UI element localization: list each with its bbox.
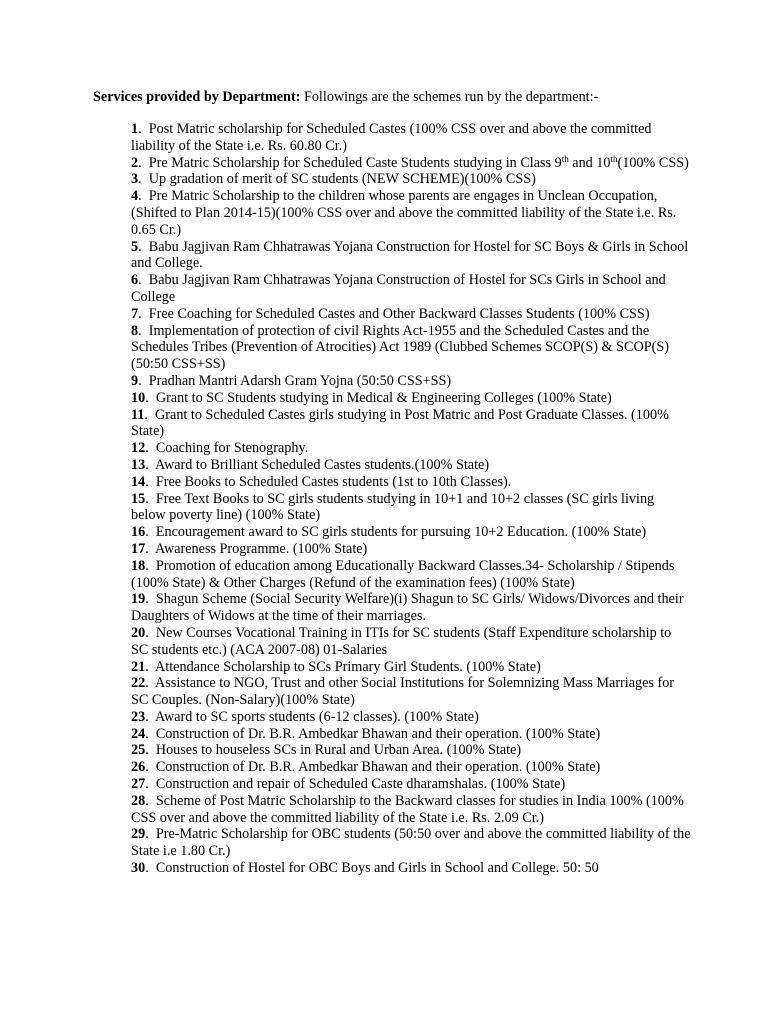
list-item: 26. Construction of Dr. B.R. Ambedkar Bhawan and their operation. (100% State) <box>131 759 601 776</box>
list-item: 19. Shagun Scheme (Social Security Welfare)(i) Shagun to SC Girls/ Widows/Divorces and their Daughters of Widows at the time of their marriages. <box>131 591 684 625</box>
superscript: th <box>610 153 618 164</box>
item-number: 7 <box>131 305 139 322</box>
item-number: 27 <box>131 776 146 793</box>
item-text: Babu Jagjivan Ram Chhatrawas Yojana Construction of Hostel for SCs Girls in School and College <box>131 272 666 305</box>
item-number: 29 <box>131 826 146 843</box>
item-text: (100% CSS) <box>617 154 689 171</box>
item-number: 12 <box>131 440 146 457</box>
item-text: Awareness Programme. (100% State) <box>155 540 368 557</box>
item-number: 2 <box>131 154 139 171</box>
item-text: Shagun Scheme (Social Security Welfare)(i) Shagun to SC Girls/ Widows/Divorces and their Daughters of Widows at the time of their marriages. <box>131 591 684 625</box>
item-text: Construction of Dr. B.R. Ambedkar Bhawan and their operation. (100% State) <box>155 759 601 776</box>
list-item: 24. Construction of Dr. B.R. Ambedkar Bhawan and their operation. (100% State) <box>131 725 601 742</box>
list-item: 15. Free Text Books to SC girls students studying in 10+1 and 10+2 classes (SC girls living below poverty line) (100% State) <box>131 490 655 524</box>
item-text: Pradhan Mantri Adarsh Gram Yojna (50:50 CSS+SS) <box>148 372 452 389</box>
item-text: Construction of Hostel for OBC Boys and Girls in School and College. 50: 50 <box>155 860 599 877</box>
list-item: 11. Grant to Scheduled Castes girls studying in Post Matric and Post Graduate Classes. (100% State) <box>131 406 669 440</box>
item-text: Grant to SC Students studying in Medical & Engineering Colleges (100% State) <box>155 389 612 406</box>
item-number: 1 <box>131 121 139 137</box>
item-text: Up gradation of merit of SC students (NEW SCHEME)(100% CSS) <box>148 171 536 188</box>
item-text: Award to Brilliant Scheduled Castes students.(100% State) <box>155 456 490 473</box>
heading-text: Followings are the schemes run by the department:- <box>300 89 599 105</box>
list-item: 13. Award to Brilliant Scheduled Castes students.(100% State) <box>131 456 490 473</box>
list-item: 8. Implementation of protection of civil Rights Act-1955 and the Scheduled Castes and the Schedules Tribes (Prevention of Atrocities) Act 1989 (Clubbed Schemes SCOP(S) & SCOP(S)(50:50 CSS+SS) <box>131 322 669 373</box>
item-text: Free Coaching for Scheduled Castes and Other Backward Classes Students (100% CSS) <box>148 305 650 322</box>
list-item: 9. Pradhan Mantri Adarsh Gram Yojna (50:50 CSS+SS) <box>131 372 452 389</box>
item-number: 30 <box>131 860 146 877</box>
item-number: 14 <box>131 473 146 490</box>
item-number: 20 <box>131 624 146 641</box>
item-number: 28 <box>131 792 146 809</box>
list-item: 16. Encouragement award to SC girls students for pursuing 10+2 Education. (100% State) <box>131 524 647 541</box>
list-item: 14. Free Books to Scheduled Castes students (1st to 10th Classes). <box>131 473 512 490</box>
item-text: Houses to houseless SCs in Rural and Urban Area. (100% State) <box>155 742 522 759</box>
item-text: Coaching for Stenography. <box>155 440 309 457</box>
item-text: Free Text Books to SC girls students studying in 10+1 and 10+2 classes (SC girls living below poverty line) (100% State) <box>131 490 655 524</box>
list-item: 10. Grant to SC Students studying in Medical & Engineering Colleges (100% State) <box>131 389 612 406</box>
item-number: 23 <box>131 708 146 725</box>
list-item: 27. Construction and repair of Scheduled Caste dharamshalas. (100% State) <box>131 776 566 793</box>
item-number: 13 <box>131 456 146 473</box>
item-text: Attendance Scholarship to SCs Primary Girl Students. (100% State) <box>155 658 541 675</box>
list-item: 28. Scheme of Post Matric Scholarship to the Backward classes for studies in India 100% (100% CSS over and above the committed liability of the State i.e. Rs. 2.09 Cr.) <box>131 792 684 826</box>
item-number: 3 <box>131 171 139 188</box>
list-item: 30. Construction of Hostel for OBC Boys and Girls in School and College. 50: 50 <box>131 860 599 877</box>
list-item: 6. Babu Jagjivan Ram Chhatrawas Yojana Construction of Hostel for SCs Girls in School and College <box>131 272 666 305</box>
item-number: 15 <box>131 490 146 507</box>
item-number: 26 <box>131 759 146 776</box>
item-text: and 10 <box>568 154 611 171</box>
item-text: Construction and repair of Scheduled Caste dharamshalas. (100% State) <box>155 776 566 793</box>
item-number: 9 <box>131 372 139 389</box>
list-item: 23. Award to SC sports students (6-12 classes). (100% State) <box>131 708 479 725</box>
item-text: Pre Matric Scholarship to the children whose parents are engages in Unclean Occupation, (Shifted to Plan 2014-15)(100% CSS over and above the committed liability of the State i.e. Rs. 0.65 Cr.) <box>131 188 677 238</box>
item-text: Promotion of education among Educationally Backward Classes.34- Scholarship / Stipends (100% State) & Other Charges (Refund of the examination fees) (100% State) <box>131 557 675 591</box>
item-number: 6 <box>131 272 139 289</box>
list-item: 21. Attendance Scholarship to SCs Primary Girl Students. (100% State) <box>131 658 541 675</box>
list-item: 18. Promotion of education among Educationally Backward Classes.34- Scholarship / Stipends (100% State) & Other Charges (Refund of the examination fees) (100% State) <box>131 557 675 591</box>
item-number: 4 <box>131 188 139 205</box>
item-text: Pre Matric Scholarship for Scheduled Caste Students studying in Class 9 <box>148 154 562 171</box>
item-number: 21 <box>131 658 146 675</box>
scheme-list <box>131 121 691 877</box>
list-item: 2. Pre Matric Scholarship for Scheduled Caste Students studying in Class 9th and 10th(100% CSS) <box>131 153 689 171</box>
list-item: 25. Houses to houseless SCs in Rural and Urban Area. (100% State) <box>131 742 522 759</box>
item-text: Grant to Scheduled Castes girls studying in Post Matric and Post Graduate Classes. (100% State) <box>131 406 669 440</box>
list-item: 20. New Courses Vocational Training in ITIs for SC students (Staff Expenditure scholarship to SC students etc.) (ACA 2007-08) 01-Salaries <box>131 624 672 658</box>
list-item: 3. Up gradation of merit of SC students (NEW SCHEME)(100% CSS) <box>131 171 536 188</box>
item-text: Post Matric scholarship for Scheduled Castes (100% CSS over and above the committed liability of the State i.e. Rs. 60.80 Cr.) <box>131 121 652 154</box>
item-text: Award to SC sports students (6-12 classes). (100% State) <box>155 708 479 725</box>
list-item: 22. Assistance to NGO, Trust and other Social Institutions for Solemnizing Mass Marriages for SC Couples. (Non-Salary)(100% State) <box>131 675 675 709</box>
heading-bold: Services provided by Department: <box>93 89 301 105</box>
list-item: 1. Post Matric scholarship for Scheduled Castes (100% CSS over and above the committed liability of the State i.e. Rs. 60.80 Cr.) <box>131 121 652 154</box>
item-text: Scheme of Post Matric Scholarship to the Backward classes for studies in India 100% (100% CSS over and above the committed liability of the State i.e. Rs. 2.09 Cr.) <box>131 792 684 826</box>
item-number: 22 <box>131 675 146 692</box>
item-number: 8 <box>131 322 139 339</box>
item-number: 11 <box>131 406 145 423</box>
item-text: Pre-Matric Scholarship for OBC students (50:50 over and above the committed liability of the State i.e 1.80 Cr.) <box>131 826 691 860</box>
list-item: 5. Babu Jagjivan Ram Chhatrawas Yojana Construction for Hostel for SC Boys & Girls in School and College. <box>131 238 689 272</box>
item-text: Construction of Dr. B.R. Ambedkar Bhawan and their operation. (100% State) <box>155 725 601 742</box>
list-item: 4. Pre Matric Scholarship to the children whose parents are engages in Unclean Occupation, (Shifted to Plan 2014-15)(100% CSS over and above the committed liability of the State i.e. Rs. 0.65 Cr.) <box>131 188 677 238</box>
item-number: 19 <box>131 591 146 608</box>
item-text: New Courses Vocational Training in ITIs for SC students (Staff Expenditure scholarship to SC students etc.) (ACA 2007-08) 01-Salaries <box>131 624 672 658</box>
item-number: 24 <box>131 725 146 742</box>
item-text: Assistance to NGO, Trust and other Social Institutions for Solemnizing Mass Marriages for SC Couples. (Non-Salary)(100% State) <box>131 675 675 709</box>
item-text: Free Books to Scheduled Castes students (1st to 10th Classes). <box>155 473 512 490</box>
section-heading <box>93 88 733 106</box>
item-number: 25 <box>131 742 146 759</box>
list-item: 7. Free Coaching for Scheduled Castes and Other Backward Classes Students (100% CSS) <box>131 305 650 322</box>
list-item: 12. Coaching for Stenography. <box>131 440 309 457</box>
item-number: 10 <box>131 389 146 406</box>
item-number: 18 <box>131 557 146 574</box>
item-text: Encouragement award to SC girls students for pursuing 10+2 Education. (100% State) <box>155 524 647 541</box>
item-number: 5 <box>131 238 139 255</box>
superscript: th <box>561 153 569 164</box>
item-number: 17 <box>131 540 146 557</box>
list-item: 17. Awareness Programme. (100% State) <box>131 540 368 557</box>
list-item: 29. Pre-Matric Scholarship for OBC students (50:50 over and above the committed liability of the State i.e 1.80 Cr.) <box>131 826 691 860</box>
item-number: 16 <box>131 524 146 541</box>
item-text: Implementation of protection of civil Rights Act-1955 and the Scheduled Castes and the Schedules Tribes (Prevention of Atrocities) Act 1989 (Clubbed Schemes SCOP(S) & SCOP(S)(50:50 CSS+SS) <box>131 322 669 373</box>
item-text: Babu Jagjivan Ram Chhatrawas Yojana Construction for Hostel for SC Boys & Girls in School and College. <box>131 238 689 272</box>
